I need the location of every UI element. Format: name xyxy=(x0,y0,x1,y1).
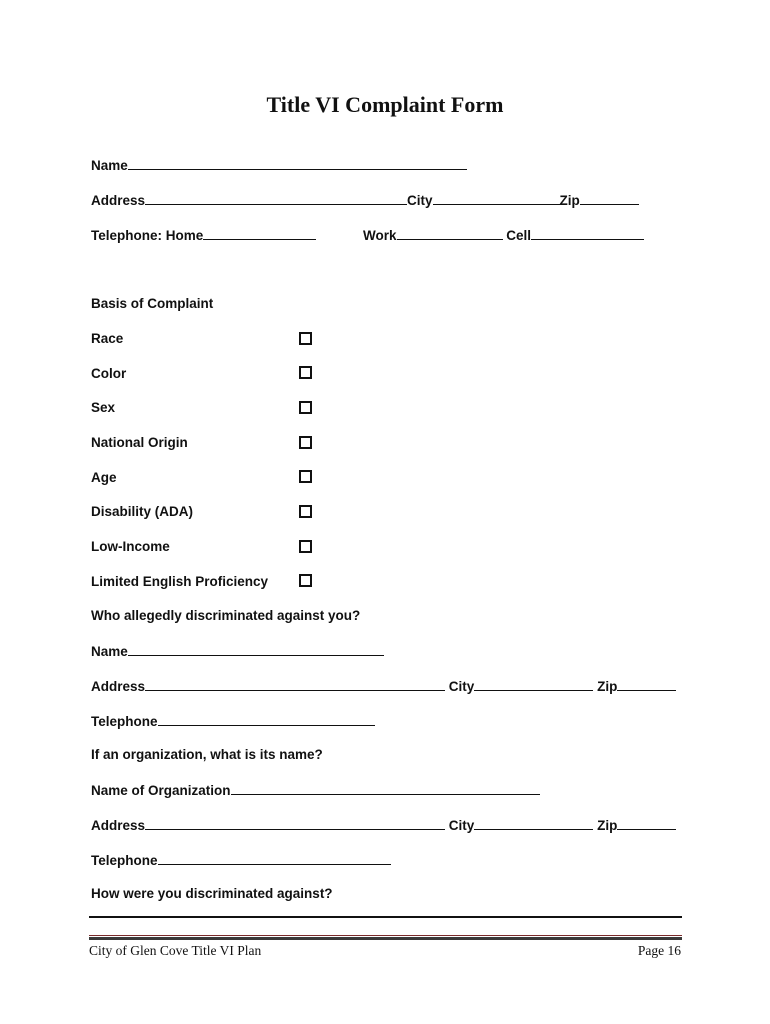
respondent-name-row xyxy=(91,642,384,661)
checkbox-low-income[interactable] xyxy=(299,540,312,553)
work-cell-row xyxy=(363,226,644,245)
city-field[interactable] xyxy=(433,191,560,205)
organization-address-row xyxy=(91,816,676,835)
address-field[interactable] xyxy=(145,191,407,205)
name-row xyxy=(91,156,467,175)
telephone-row xyxy=(91,226,316,245)
cell-phone-field[interactable] xyxy=(531,226,644,240)
checkbox-disability[interactable] xyxy=(299,505,312,518)
checkbox-age[interactable] xyxy=(299,470,312,483)
address-label: Address xyxy=(91,193,146,208)
basis-label-lep: Limited English Proficiency xyxy=(91,574,269,589)
name-field[interactable] xyxy=(128,156,467,170)
basis-label-color: Color xyxy=(91,366,127,381)
organization-zip-label: Zip xyxy=(597,818,618,833)
checkbox-national-origin[interactable] xyxy=(299,436,312,449)
checkbox-color[interactable] xyxy=(299,366,312,379)
respondent-zip-field[interactable] xyxy=(617,677,676,691)
respondent-telephone-field[interactable] xyxy=(158,712,375,726)
city-label: City xyxy=(407,193,433,208)
name-label: Name xyxy=(91,158,128,173)
respondent-telephone-label: Telephone xyxy=(91,714,158,729)
basis-label-sex: Sex xyxy=(91,400,116,415)
checkbox-lep[interactable] xyxy=(299,574,312,587)
basis-label-low-income: Low-Income xyxy=(91,539,170,554)
basis-heading: Basis of Complaint xyxy=(91,296,214,311)
organization-telephone-field[interactable] xyxy=(158,851,391,865)
work-label: Work xyxy=(363,228,397,243)
respondent-zip-label: Zip xyxy=(597,679,618,694)
checkbox-race[interactable] xyxy=(299,332,312,345)
organization-zip-field[interactable] xyxy=(617,816,676,830)
zip-label: Zip xyxy=(559,193,580,208)
organization-question: If an organization, what is its name? xyxy=(91,747,323,762)
respondent-question: Who allegedly discriminated against you? xyxy=(91,608,361,623)
organization-telephone-label: Telephone xyxy=(91,853,158,868)
basis-label-age: Age xyxy=(91,470,117,485)
form-title: Title VI Complaint Form xyxy=(266,92,504,117)
basis-label-disability: Disability (ADA) xyxy=(91,504,194,519)
telephone-home-label: Telephone: Home xyxy=(91,228,204,243)
organization-name-row xyxy=(91,781,540,800)
organization-name-label: Name of Organization xyxy=(91,783,231,798)
checkbox-sex[interactable] xyxy=(299,401,312,414)
answer-line[interactable] xyxy=(89,916,682,918)
footer-divider xyxy=(89,935,682,936)
basis-label-national-origin: National Origin xyxy=(91,435,188,450)
respondent-name-field[interactable] xyxy=(128,642,384,656)
basis-label-race: Race xyxy=(91,331,124,346)
zip-field[interactable] xyxy=(580,191,639,205)
organization-address-label: Address xyxy=(91,818,146,833)
organization-address-field[interactable] xyxy=(145,816,445,830)
footer-page-number: Page 16 xyxy=(637,943,681,958)
cell-label: Cell xyxy=(506,228,532,243)
respondent-city-field[interactable] xyxy=(474,677,593,691)
address-row xyxy=(91,191,639,210)
how-question: How were you discriminated against? xyxy=(91,886,333,901)
respondent-telephone-row xyxy=(91,712,375,731)
organization-name-field[interactable] xyxy=(231,781,540,795)
respondent-address-row xyxy=(91,677,676,696)
respondent-city-label: City xyxy=(448,679,475,694)
organization-telephone-row xyxy=(91,851,391,870)
footer-divider-thick xyxy=(89,937,682,940)
respondent-address-label: Address xyxy=(91,679,146,694)
respondent-address-field[interactable] xyxy=(145,677,445,691)
footer-left: City of Glen Cove Title VI Plan xyxy=(89,943,262,958)
work-phone-field[interactable] xyxy=(397,226,503,240)
home-phone-field[interactable] xyxy=(203,226,316,240)
organization-city-field[interactable] xyxy=(474,816,593,830)
respondent-name-label: Name xyxy=(91,644,128,659)
organization-city-label: City xyxy=(448,818,475,833)
